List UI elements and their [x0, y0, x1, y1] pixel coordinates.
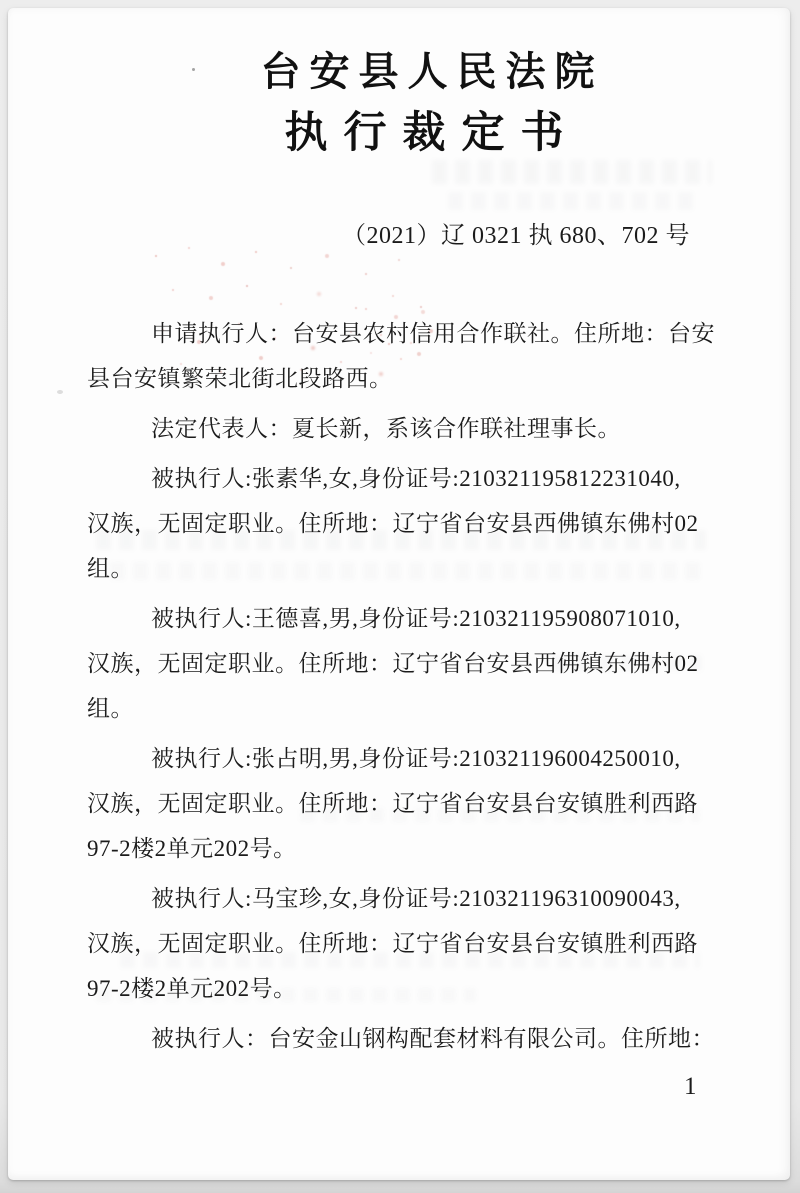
text-line: 汉族，无固定职业。住所地：辽宁省台安县台安镇胜利西路: [87, 791, 698, 816]
paragraph-respondent-company: [87, 1016, 730, 1061]
text-line: 被执行人:张占明,男,身份证号:210321196004250010,: [151, 746, 681, 771]
text-line: 组。: [87, 696, 134, 721]
text-line: 汉族，无固定职业。住所地：辽宁省台安县西佛镇东佛村02: [87, 651, 699, 676]
text-line: 法定代表人：夏长新，系该合作联社理事长。: [151, 416, 621, 441]
page-number: 1: [684, 1073, 697, 1100]
document-body: [87, 311, 730, 1061]
text-line: 组。: [87, 556, 134, 581]
text-line: 97-2楼2单元202号。: [87, 836, 297, 861]
court-name: 台安县人民法院: [260, 49, 604, 94]
text-line: 被执行人:张素华,女,身份证号:210321195812231040,: [151, 466, 681, 491]
document-page: [8, 8, 790, 1180]
scan-speck: [57, 390, 63, 394]
paragraph-respondent-zhang-zhanming: [87, 736, 730, 871]
paragraph-respondent-wang-dexi: [87, 596, 730, 731]
paragraph-respondent-ma-baozhen: [87, 876, 730, 1011]
text-line: 汉族，无固定职业。住所地：辽宁省台安县西佛镇东佛村02: [87, 511, 699, 536]
paragraph-respondent-zhang-suhua: [87, 456, 730, 591]
text-line: 申请执行人：台安县农村信用合作联社。住所地：台安: [151, 321, 715, 346]
paragraph-applicant: [87, 311, 730, 401]
text-line: 汉族，无固定职业。住所地：辽宁省台安县台安镇胜利西路: [87, 931, 698, 956]
text-line: 97-2楼2单元202号。: [87, 976, 297, 1001]
text-line: 被执行人:王德喜,男,身份证号:210321195908071010,: [151, 606, 681, 631]
text-line: 被执行人:马宝珍,女,身份证号:210321196310090043,: [151, 886, 681, 911]
document-title: 执行裁定书: [284, 110, 580, 157]
case-number: （2021）辽 0321 执 680、702 号: [342, 223, 690, 249]
text-line: 县台安镇繁荣北街北段路西。: [87, 366, 393, 391]
ink-bleed-ghost: [448, 192, 698, 210]
ink-bleed-ghost: [432, 160, 712, 184]
red-seal-remnant-2: [355, 300, 357, 302]
paragraph-legal-representative: [87, 406, 730, 451]
text-line: 被执行人：台安金山钢构配套材料有限公司。住所地：: [151, 1026, 715, 1051]
